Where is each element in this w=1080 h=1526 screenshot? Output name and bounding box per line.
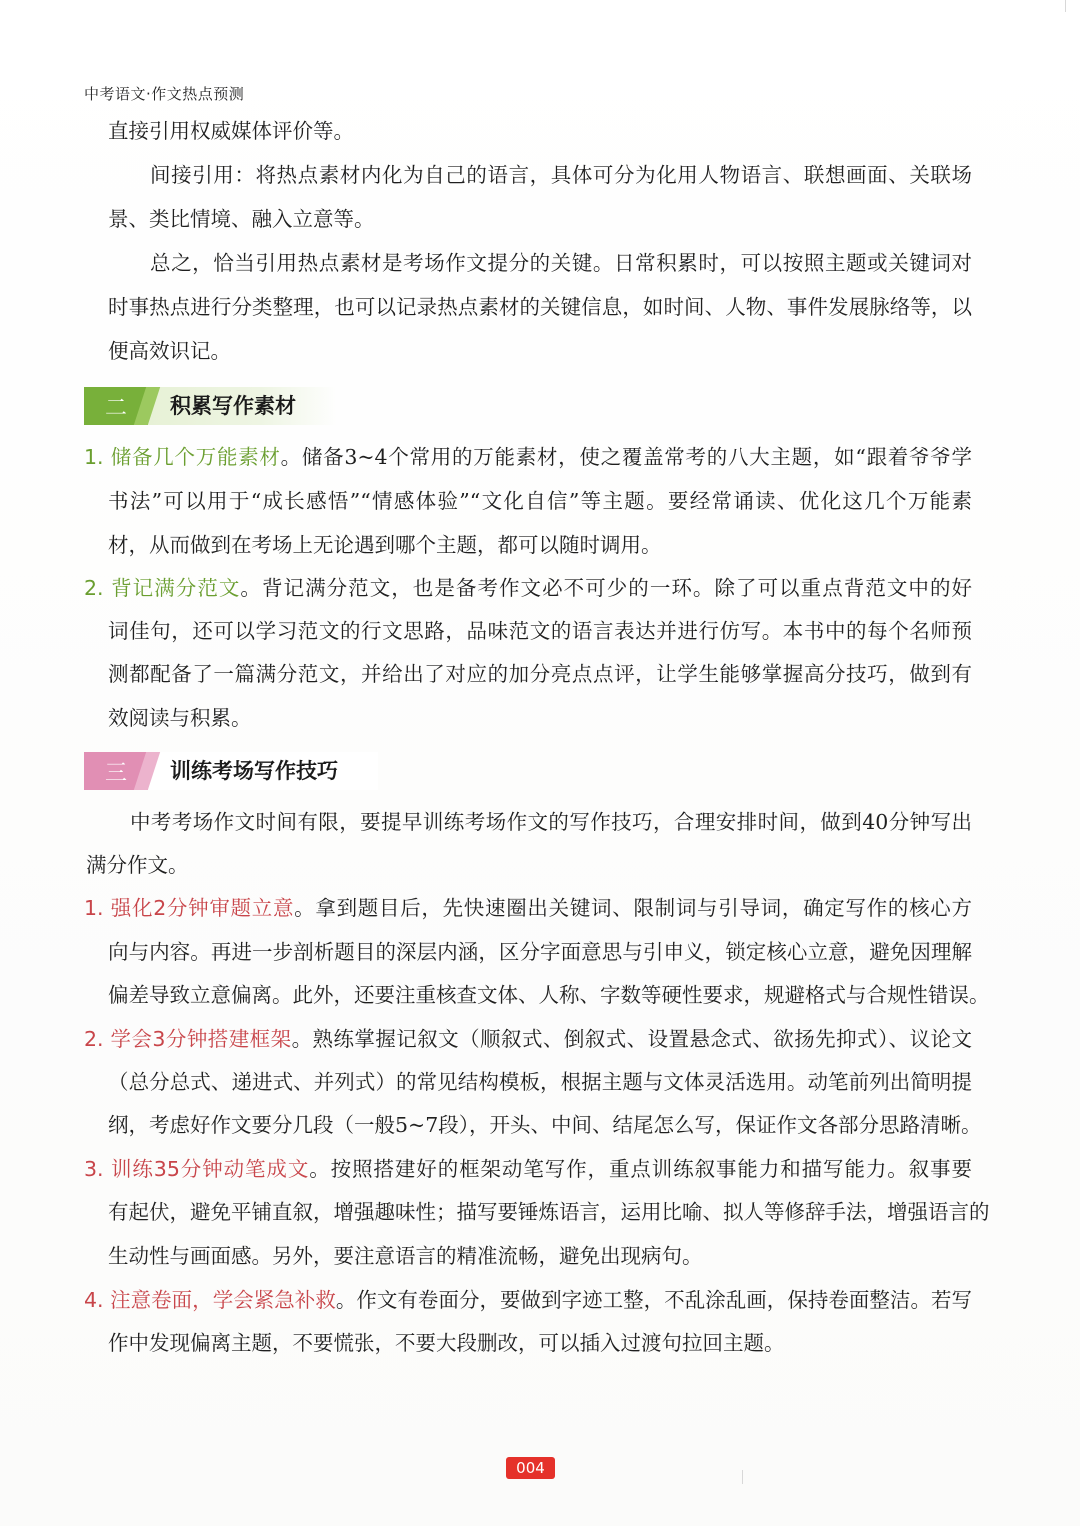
list-item-text: 。储备3~4个常用的万能素材，使之覆盖常考的八大主题，如“跟着爷爷学 (280, 445, 972, 469)
list-item-lead: 1. 强化2分钟审题立意 (84, 896, 295, 920)
section-number-badge (84, 387, 148, 425)
list-item-text: 。拿到题目后，先快速圈出关键词、限制词与引导词，确定写作的核心方 (294, 896, 973, 920)
section-number-badge (84, 752, 148, 790)
body-line: 中考考场作文时间有限，要提早训练考场作文的写作技巧，合理安排时间，做到40分钟写出 (130, 810, 972, 834)
list-item-line: 作中发现偏离主题，不要慌张，不要大段删改，可以插入过渡句拉回主题。 (108, 1331, 785, 1355)
list-item-line (84, 574, 972, 602)
list-item-lead: 3. 训练35分钟动笔成文 (84, 1157, 310, 1181)
body-line: 间接引用：将热点素材内化为自己的语言，具体可分为化用人物语言、联想画面、关联场 (150, 163, 972, 187)
list-item-text: 。熟练掌握记叙文（顺叙式、倒叙式、设置悬念式、欲扬先抑式）、议论文 (291, 1027, 973, 1051)
list-item-line (84, 1155, 972, 1183)
body-line: 总之，恰当引用热点素材是考场作文提分的关键。日常积累时，可以按照主题或关键词对 (150, 251, 972, 275)
section-title: 积累写作素材 (148, 387, 336, 425)
page-number-badge: 004 (506, 1457, 555, 1479)
list-item-lead: 4. 注意卷面，学会紧急补救 (84, 1288, 336, 1312)
body-line: 景、类比情境、融入立意等。 (108, 207, 375, 231)
list-item-line: 纲，考虑好作文要分几段（一般5~7段），开头、中间、结尾怎么写，保证作文各部分思路清晰。 (108, 1113, 982, 1137)
section-heading-2 (84, 386, 336, 426)
body-line: 时事热点进行分类整理，也可以记录热点素材的关键信息，如时间、人物、事件发展脉络等，以 (108, 295, 972, 319)
list-item-line (84, 443, 972, 471)
list-item-line: 有起伏，避免平铺直叙，增强趣味性；描写要锤炼语言，运用比喻、拟人等修辞手法，增强语言的 (108, 1200, 990, 1224)
list-item-line: 向与内容。再进一步剖析题目的深层内涵，区分字面意思与引申义，锁定核心立意，避免因理解 (108, 940, 972, 964)
list-item-line (84, 894, 972, 922)
body-line: 直接引用权威媒体评价等。 (108, 119, 354, 143)
list-item-line: 书法”可以用于“成长感悟”“情感体验”“文化自信”等主题。要经常诵读、优化这几个万能素 (108, 489, 972, 513)
body-line: 满分作文。 (86, 853, 189, 877)
list-item-line (84, 1025, 972, 1053)
list-item-lead: 2. 背记满分范文 (84, 576, 241, 600)
list-item-lead: 1. 储备几个万能素材 (84, 445, 281, 469)
list-item-line: 偏差导致立意偏离。此外，还要注重核查文体、人称、字数等硬性要求，规避格式与合规性错误。 (108, 983, 990, 1007)
section-number: 二 (104, 395, 127, 421)
list-item-line: 生动性与画面感。另外，要注意语言的精准流畅，避免出现病句。 (108, 1244, 703, 1268)
list-item-line: 词佳句，还可以学习范文的行文思路，品味范文的语言表达并进行仿写。本书中的每个名师预 (108, 619, 972, 643)
list-item-line: 测都配备了一篇满分范文，并给出了对应的加分亮点点评，让学生能够掌握高分技巧，做到有 (108, 662, 972, 686)
section-title: 训练考场写作技巧 (148, 752, 378, 790)
list-item-text: 。按照搭建好的框架动笔写作，重点训练叙事能力和描写能力。叙事要 (309, 1157, 972, 1181)
list-item-line (84, 1286, 972, 1314)
running-header: 中考语文·作文热点预测 (84, 85, 245, 103)
scan-edge-mark (742, 1470, 743, 1484)
list-item-line: 效阅读与积累。 (108, 706, 252, 730)
scan-edge-mark (1065, 0, 1066, 12)
list-item-line: 材，从而做到在考场上无论遇到哪个主题，都可以随时调用。 (108, 533, 662, 557)
list-item-line: （总分总式、递进式、并列式）的常见结构模板，根据主题与文体灵活选用。动笔前列出简明提 (108, 1070, 972, 1094)
section-heading-3 (84, 751, 378, 791)
list-item-text: 。作文有卷面分，要做到字迹工整，不乱涂乱画，保持卷面整洁。若写 (335, 1288, 973, 1312)
list-item-lead: 2. 学会3分钟搭建框架 (84, 1027, 292, 1051)
body-line: 便高效识记。 (108, 339, 231, 363)
list-item-text: 。背记满分范文，也是备考作文必不可少的一环。除了可以重点背范文中的好 (240, 576, 973, 600)
section-number: 三 (104, 760, 127, 786)
